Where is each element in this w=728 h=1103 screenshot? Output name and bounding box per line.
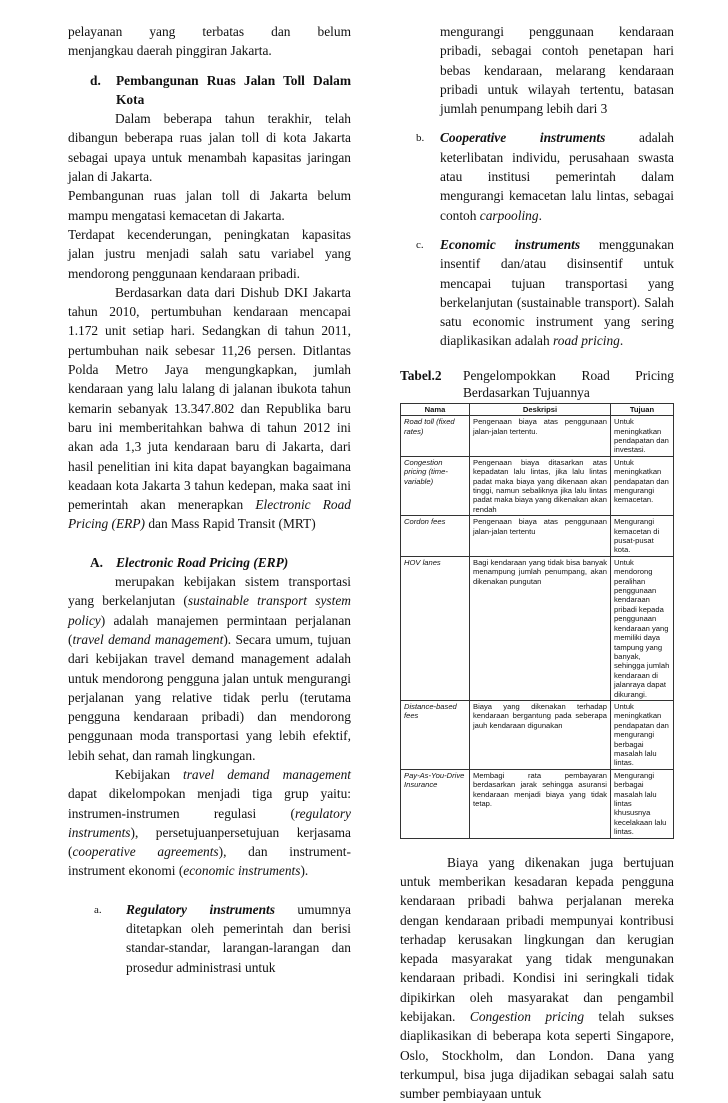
table-row bbox=[401, 700, 674, 769]
paragraph: Pembangunan ruas jalan toll di Jakarta belum mampu mengatasi kemacetan di Jakarta. bbox=[68, 188, 351, 223]
table-cell: Congestion pricing (time-variable) bbox=[401, 456, 470, 515]
table-caption bbox=[400, 367, 674, 401]
list-label: a. bbox=[94, 903, 102, 916]
section-label: d. bbox=[90, 72, 101, 88]
table-row bbox=[401, 456, 674, 515]
table-cell: HOV lanes bbox=[401, 556, 470, 700]
table-cell: Pengenaan biaya ditasarkan atas kepadatan lalu lintas, jika lalu lintas padat maka biaya yang dikenaan akan tinggi, namun sebaliknya jika lalu lintas padat maka biaya yang dikenakan akan rendah bbox=[470, 456, 611, 515]
paragraph: Dalam beberapa tahun terakhir, telah dibangun beberapa ruas jalan toll di kota Jakarta sebagai upaya untuk menambah kapasitas jaringan jalan di Jakarta. bbox=[68, 111, 351, 185]
list-label: b. bbox=[416, 132, 425, 145]
table-cell: Cordon fees bbox=[401, 516, 470, 557]
table-row bbox=[401, 769, 674, 838]
table-cell: Untuk mendorong peralihan penggunaan kendaraan pribadi kepada penggunaan kendaraan yang memiliki daya tampung yang banyak, sehingga jumlah kendaraan di jalanraya dapat dikurangi. bbox=[611, 556, 674, 700]
list-label: c. bbox=[416, 238, 424, 251]
table-cell: Mengurangi berbagai masalah lalu lintas khususnya kecelakaan lalu lintas. bbox=[611, 769, 674, 838]
section-title: Electronic Road Pricing (ERP) bbox=[116, 554, 289, 570]
road-pricing-table bbox=[400, 403, 674, 839]
table-cell: Untuk meningkatkan pendapatan dan investasi. bbox=[611, 416, 674, 457]
table-header: Nama bbox=[401, 403, 470, 415]
table-row bbox=[401, 516, 674, 557]
section-label: A. bbox=[90, 554, 104, 570]
table-caption-text: Pengelompokkan Road Pricing Berdasarkan Tujuannya bbox=[463, 367, 674, 400]
table-row bbox=[401, 416, 674, 457]
table-cell: Untuk meningkatkan pendapatan dan mengurangi kemacetan. bbox=[611, 456, 674, 515]
table-cell: Road toll (fixed rates) bbox=[401, 416, 470, 457]
paragraph-line: pelayanan yang terbatas dan belum bbox=[68, 24, 351, 39]
table-label: Tabel.2 bbox=[400, 367, 442, 383]
paragraph: Kebijakan travel demand management dapat dikelompokan menjadi tiga grup yaitu: instrumen-instrumen regulasi (regulatory instruments), persetujuanpersetujuan kerjasama (cooperative agreements), dan instrument-instrument ekonomi (economic instruments). bbox=[68, 766, 351, 879]
paragraph-line: menjangkau daerah pinggiran Jakarta. bbox=[68, 43, 272, 59]
paragraph: Terdapat kecenderungan, peningkatan kapasitas jalan justru menjadi salah satu variabel yang mendorong penggunaan kendaraan pribadi. bbox=[68, 226, 351, 281]
table-cell: Bagi kendaraan yang tidak bisa banyak menampung jumlah penumpang, akan dikenakan pungutan bbox=[470, 556, 611, 700]
list-item-b bbox=[400, 128, 674, 224]
table-cell: Membagi rata pembayaran berdasarkan jarak sehingga asuransi kendaraan menjadi biaya yang tidak tetap. bbox=[470, 769, 611, 838]
list-item-a bbox=[94, 900, 351, 977]
table-cell: Biaya yang dikenakan terhadap kendaraan bergantung pada seberapa jauh kendaraan digunakan bbox=[470, 700, 611, 769]
paragraph: Berdasarkan data dari Dishub DKI Jakarta tahun 2010, pertumbuhan kendaraan mencapai 1.172 unit setiap hari. Sedangkan di tahun 2011, pertumbuhan naik sebesar 11,26 persen. Ditlantas Polda Metro Jaya mengungkapkan, jumlah kendaraan yang lalu lalang di jalanan ibukota tahun kemarin sebanyak 13.347.802 dan Republika baru baru ini memberitahkan bahwa di tahun 2012 ini akan ada 1,3 juta kendaraan baru di Jakarta, dari hasil penelitian ini kita dapat bayangkan bagaimana keadaan kota Jakarta 3 tahun kedepan, maka saat ini pemerintah akan menerapkan Electronic Road Pricing (ERP) dan Mass Rapid Transit (MRT) bbox=[68, 284, 351, 532]
table-cell: Untuk meningkatkan pendapatan dan mengurangi berbagai masalah lalu lintas. bbox=[611, 700, 674, 769]
table-header: Tujuan bbox=[611, 403, 674, 415]
paragraph: Biaya yang dikenakan juga bertujuan untuk memberikan kesadaran kepada pengguna kendaraan pribadi bahwa perjalanan mereka dengan kendaraan pribadi mempunyai kontribusi terhadap kerusakan lingkungan dan kerugian kepada masyarakat yang tidak mengunakan kendaraan pribadi. Kondisi ini seringkali tidak dipikirkan oleh masyarakat dan pengambil kebijakan. Congestion pricing telah sukses diaplikasikan di beberapa kota seperti Singapore, Oslo, Stockholm, dan London. Dana yang terkumpul, bisa juga dijadikan sebagai salah satu sumber pembiayaan untuk bbox=[400, 854, 675, 1102]
list-item-a-continued bbox=[400, 22, 674, 118]
section-title: Pembangunan Ruas Jalan Toll Dalam Kota bbox=[116, 72, 351, 107]
table-header: Deskripsi bbox=[470, 403, 611, 415]
table-header-row bbox=[401, 403, 674, 415]
list-item-c bbox=[400, 235, 674, 351]
table-cell: Pengenaan biaya atas penggunaan jalan-jalan tertentu bbox=[470, 516, 611, 557]
list-text: Cooperative instruments adalah keterlibatan individu, perusahaan swasta atau institusi pemerintah dalam mengurangi kemacetan lalu lintas, sebagai contoh carpooling. bbox=[440, 130, 674, 223]
table-cell: Pay-As-You-Drive Insurance bbox=[401, 769, 470, 838]
list-text: mengurangi penggunaan kendaraan pribadi, sebagai contoh penetapan hari bebas kendaraan, melarang kendaraan pribadi untuk wilayah tertentu, batasan jumlah penumpang lebih dari 3 bbox=[440, 24, 674, 117]
table-cell: Distance-based fees bbox=[401, 700, 470, 769]
section-heading-d bbox=[90, 71, 351, 110]
list-text: Economic instruments menggunakan insentif dan/atau disinsentif untuk mencapai tujuan transportasi yang berkelanjutan (sustainable transport). Salah satu economic instrument yang sering diaplikasikan adalah road pricing. bbox=[440, 236, 674, 349]
paragraph: merupakan kebijakan sistem transportasi yang berkelanjutan (sustainable transport system policy) adalah manajemen permintaan perjalanan (travel demand management). Secara umum, tujuan dari kebijakan travel demand management adalah untuk mendorong pengguna jalan untuk mengurangi perjalanan yang relative tidak perlu (terutama pengguna kendaraan pribadi) dan mendorong penggunaan moda transportasi yang lebih efektif, lebih sehat, dan ramah lingkungan. bbox=[68, 574, 352, 763]
right-column bbox=[400, 22, 674, 1103]
table-row bbox=[401, 556, 674, 700]
table-cell: Mengurangi kemacetan di pusat-pusat kota. bbox=[611, 516, 674, 557]
list-text: Regulatory instruments umumnya ditetapkan oleh pemerintah dan berisi standar-standar, larangan-larangan dan prosedur administrasi untuk bbox=[126, 901, 351, 975]
left-column bbox=[68, 22, 351, 977]
table-cell: Pengenaan biaya atas penggunaan jalan-jalan tertentu. bbox=[470, 416, 611, 457]
section-heading-a bbox=[90, 553, 351, 572]
